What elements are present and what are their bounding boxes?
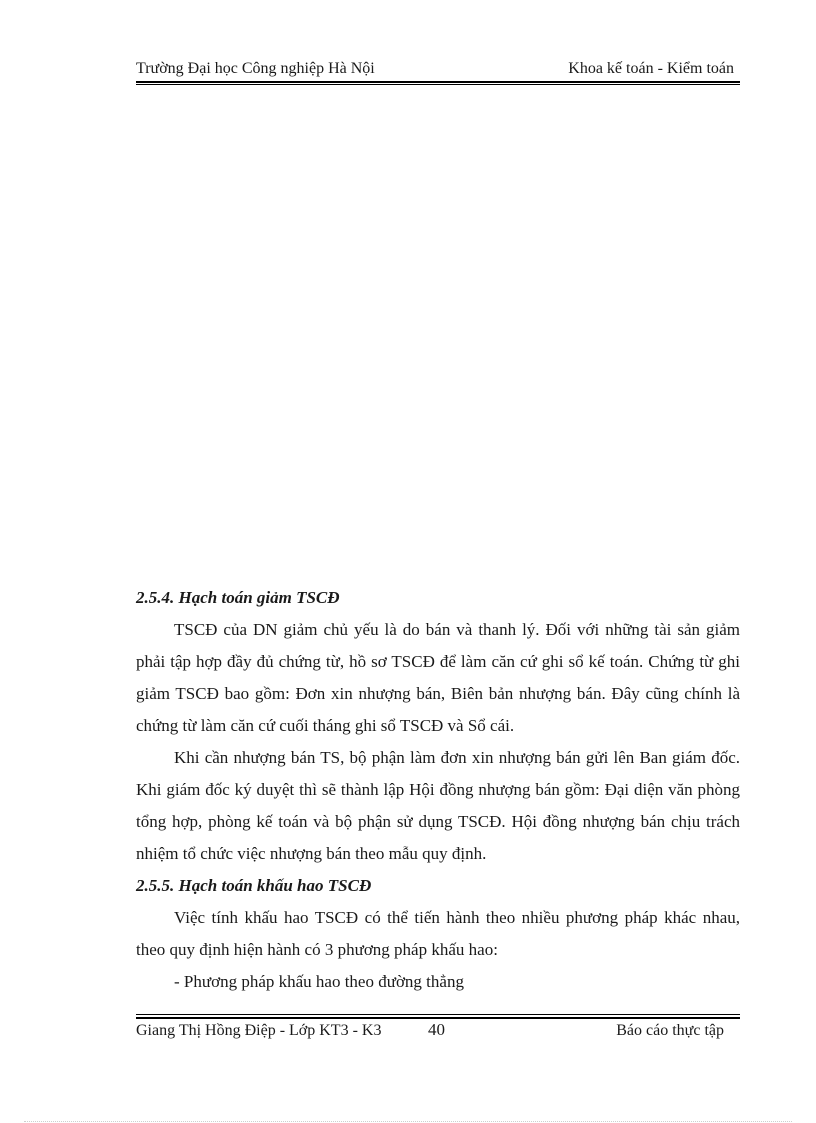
page-number: 40 — [428, 1020, 445, 1039]
footer-report-type: Báo cáo thực tập — [616, 1022, 724, 1039]
document-body — [136, 582, 740, 998]
paragraph: Việc tính khấu hao TSCĐ có thể tiến hành theo nhiều phương pháp khác nhau, theo quy định hiện hành có 3 phương pháp khấu hao: — [136, 908, 740, 959]
list-item: - Phương pháp khấu hao theo đường thẳng — [174, 972, 464, 991]
header-school: Trường Đại học Công nghiệp Hà Nội — [136, 60, 375, 77]
page-edge-divider — [24, 1121, 792, 1122]
paragraph: Khi cần nhượng bán TS, bộ phận làm đơn xin nhượng bán gửi lên Ban giám đốc. Khi giám đốc ký duyệt thì sẽ thành lập Hội đồng nhượng bán gồm: Đại diện văn phòng tổng hợp, phòng kế toán và bộ phận sử dụng TSCĐ. Hội đồng nhượng bán chịu trách nhiệm tổ chức việc nhượng bán theo mẫu quy định. — [136, 748, 740, 863]
section-heading-2-5-4: 2.5.4. Hạch toán giảm TSCĐ — [136, 588, 340, 607]
footer-rule-thin — [136, 1014, 740, 1015]
header-rule-thin — [136, 84, 740, 85]
page-header — [136, 60, 740, 82]
header-rule — [136, 81, 740, 83]
page-footer — [136, 1022, 740, 1044]
footer-rule — [136, 1017, 740, 1019]
section-heading-2-5-5: 2.5.5. Hạch toán khấu hao TSCĐ — [136, 876, 372, 895]
header-department: Khoa kế toán - Kiểm toán — [568, 60, 734, 77]
footer-author: Giang Thị Hồng Điệp - Lớp KT3 - K3 — [136, 1022, 382, 1039]
paragraph: TSCĐ của DN giảm chủ yếu là do bán và thanh lý. Đối với những tài sản giảm phải tập hợp đầy đủ chứng từ, hồ sơ TSCĐ để làm căn cứ ghi sổ kế toán. Chứng từ ghi giảm TSCĐ bao gồm: Đơn xin nhượng bán, Biên bản nhượng bán. Đây cũng chính là chứng từ làm căn cứ cuối tháng ghi sổ TSCĐ và Sổ cái. — [136, 620, 740, 735]
